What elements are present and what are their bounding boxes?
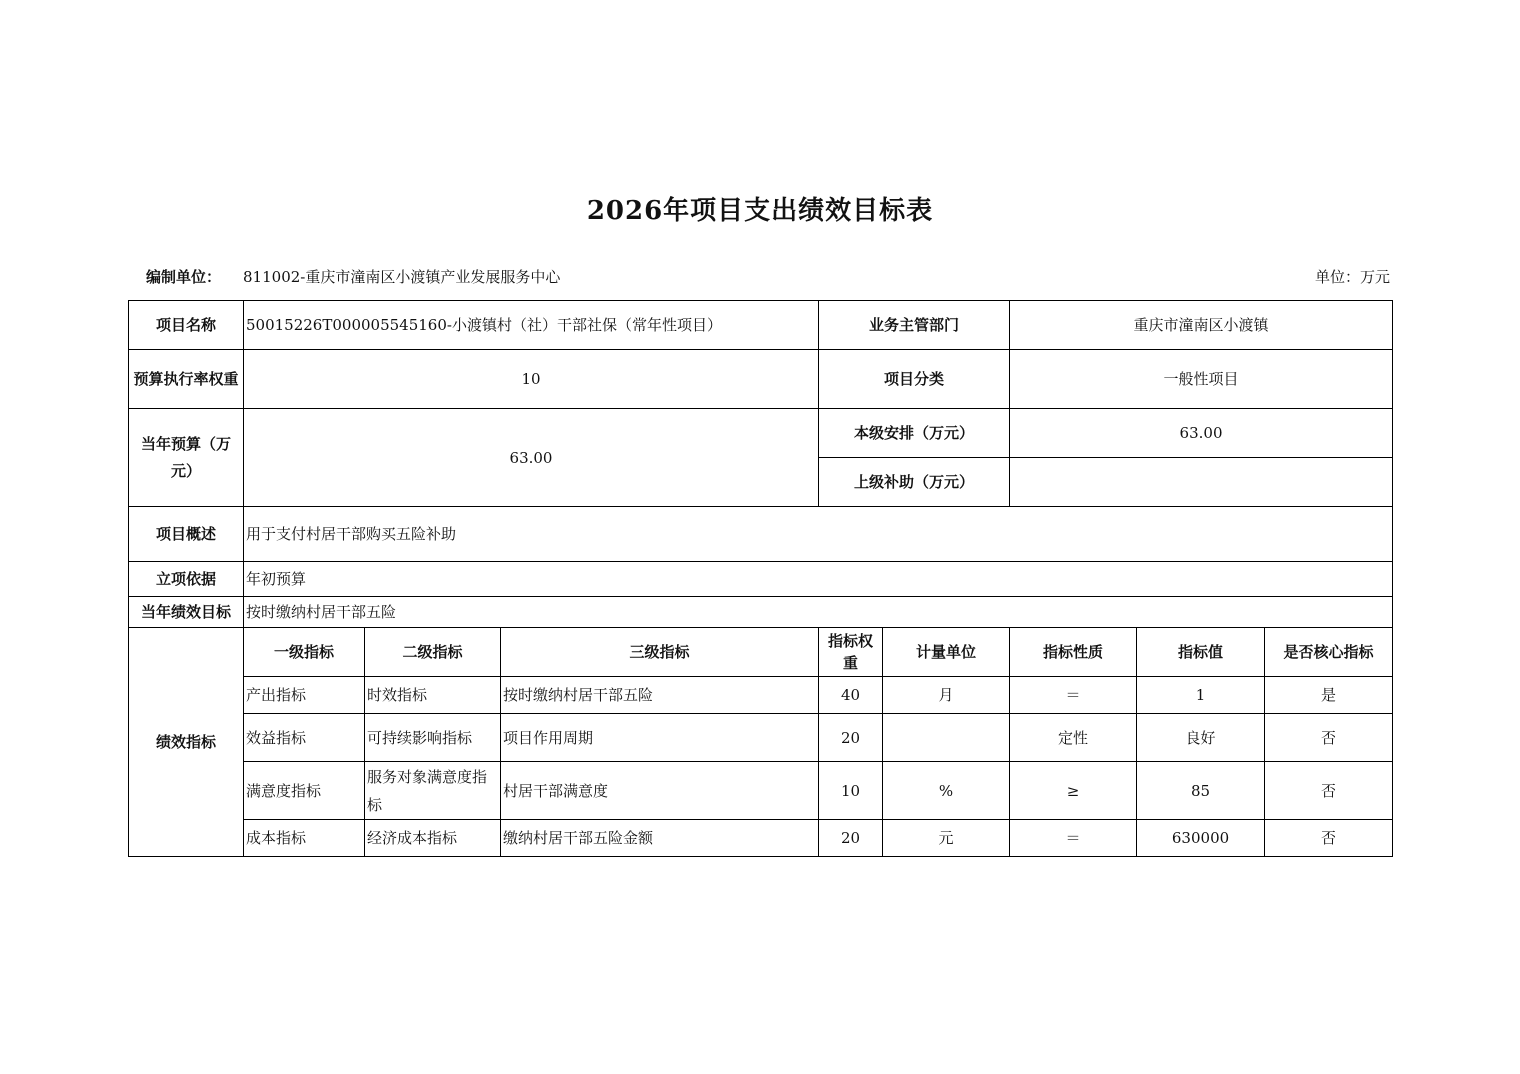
indicator-core: 否 [1265,762,1393,820]
local-label: 本级安排（万元） [819,409,1010,458]
header-value: 指标值 [1137,628,1265,677]
budget-value: 63.00 [244,409,819,507]
basis-value: 年初预算 [244,562,1393,597]
project-name-label: 项目名称 [129,301,244,350]
goal-label: 当年绩效目标 [129,597,244,628]
indicator-nature: ≥ [1010,762,1137,820]
row-project-name [129,301,1393,350]
indicator-weight: 20 [819,714,883,762]
goal-value: 按时缴纳村居干部五险 [244,597,1393,628]
indicator-value: 1 [1137,677,1265,714]
indicator-level3: 按时缴纳村居干部五险 [501,677,819,714]
header-nature: 指标性质 [1010,628,1137,677]
row-weight [129,350,1393,409]
upper-label: 上级补助（万元） [819,458,1010,507]
indicator-unit: 元 [883,820,1010,857]
indicator-unit [883,714,1010,762]
dept-value: 重庆市潼南区小渡镇 [1010,301,1393,350]
dept-label: 业务主管部门 [819,301,1010,350]
row-goal [129,597,1393,628]
header-weight: 指标权重 [819,628,883,677]
weight-value: 10 [244,350,819,409]
indicator-weight: 40 [819,677,883,714]
compiling-unit-label: 编制单位： [146,268,222,286]
table-row [129,762,1393,820]
indicator-level1: 满意度指标 [244,762,365,820]
weight-label: 预算执行率权重 [129,350,244,409]
indicator-level2: 经济成本指标 [365,820,501,857]
row-overview [129,507,1393,562]
page-title: 2026年项目支出绩效目标表 [586,196,934,226]
indicator-header-row [129,628,1393,677]
category-label: 项目分类 [819,350,1010,409]
overview-value: 用于支付村居干部购买五险补助 [244,507,1393,562]
row-basis [129,562,1393,597]
header-core: 是否核心指标 [1265,628,1393,677]
compiling-unit-value: 811002-重庆市潼南区小渡镇产业发展服务中心 [243,268,561,286]
indicator-unit: 月 [883,677,1010,714]
indicator-core: 是 [1265,677,1393,714]
header-level1: 一级指标 [244,628,365,677]
indicator-value: 630000 [1137,820,1265,857]
indicator-nature: 定性 [1010,714,1137,762]
indicator-level3: 村居干部满意度 [501,762,819,820]
header-level2: 二级指标 [365,628,501,677]
table-row [129,714,1393,762]
indicator-level1: 效益指标 [244,714,365,762]
indicator-level3: 缴纳村居干部五险金额 [501,820,819,857]
indicator-nature: ＝ [1010,677,1137,714]
indicator-weight: 20 [819,820,883,857]
overview-label: 项目概述 [129,507,244,562]
upper-value [1010,458,1393,507]
indicator-level1: 成本指标 [244,820,365,857]
currency-unit: 单位：万元 [1314,268,1390,286]
indicator-core: 否 [1265,714,1393,762]
indicator-value: 良好 [1137,714,1265,762]
indicator-unit: % [883,762,1010,820]
indicator-level2: 服务对象满意度指标 [365,762,501,820]
indicator-core: 否 [1265,820,1393,857]
indicator-level3: 项目作用周期 [501,714,819,762]
local-value: 63.00 [1010,409,1393,458]
budget-label: 当年预算（万元） [129,409,244,507]
indicators-section-label: 绩效指标 [129,628,244,857]
header-unit: 计量单位 [883,628,1010,677]
indicator-level1: 产出指标 [244,677,365,714]
header-level3: 三级指标 [501,628,819,677]
compiling-unit [146,266,560,287]
indicator-value: 85 [1137,762,1265,820]
row-budget [129,409,1393,458]
table-row [129,820,1393,857]
category-value: 一般性项目 [1010,350,1393,409]
basis-label: 立项依据 [129,562,244,597]
indicator-level2: 时效指标 [365,677,501,714]
indicator-level2: 可持续影响指标 [365,714,501,762]
performance-table [128,300,1393,857]
table-row [129,677,1393,714]
project-name-value: 50015226T000005545160-小渡镇村（社）干部社保（常年性项目） [244,301,819,350]
indicator-weight: 10 [819,762,883,820]
indicator-nature: ＝ [1010,820,1137,857]
